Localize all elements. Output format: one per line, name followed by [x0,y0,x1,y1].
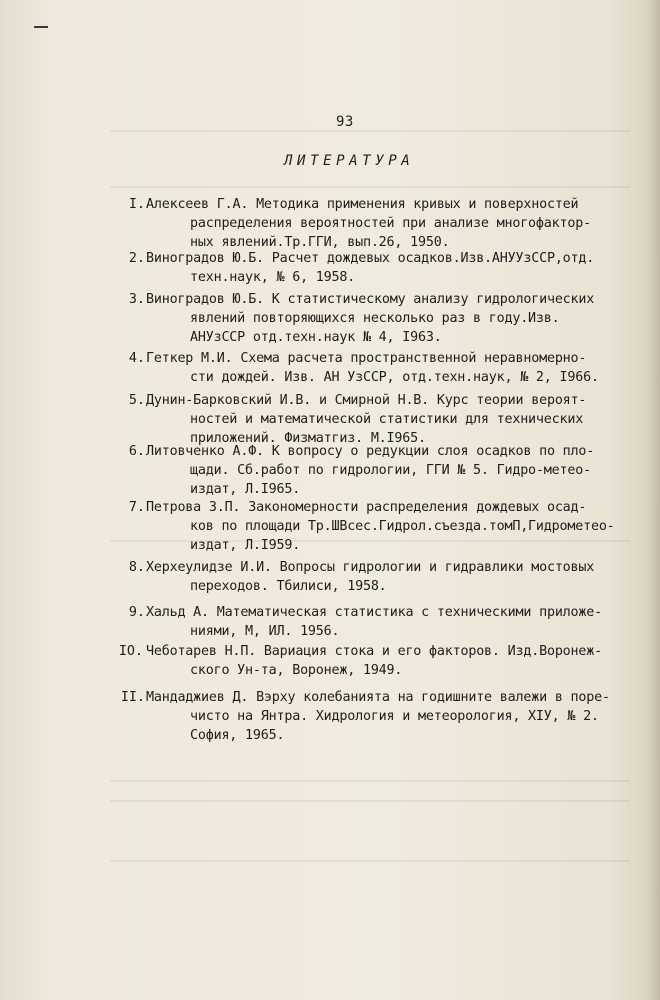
reference-line: Геткер М.И. Схема расчета пространственной неравномерно- [146,351,587,366]
reference-line: Херхеулидзе И.И. Вопросы гидрологии и гидравлики мостовых [146,560,595,575]
reference-number: II. [120,690,145,705]
page-number: 93 [336,114,354,130]
reference-line: явлений повторяющихся несколько раз в году.Изв. [190,311,560,326]
reference-line: чисто на Янтра. Хидрология и метеорология, XIУ, № 2. [190,709,599,724]
reference-number: 3. [128,292,145,307]
reference-line: Дунин-Барковский И.В. и Смирной Н.В. Курс теории вероят- [146,393,587,408]
reference-number: 9. [128,605,145,620]
reference-number: 7. [128,500,145,515]
reference-line: Виноградов Ю.Б. К статистическому анализу гидрологических [146,292,595,307]
reference-number: 6. [128,444,145,459]
reference-line: ниями, М, ИЛ. 1956. [190,624,340,639]
reference-line: Чеботарев Н.П. Вариация стока и его факторов. Изд.Воронеж- [146,644,602,659]
reference-line: Виноградов Ю.Б. Расчет дождевых осадков.Изв.АНУУзССР,отд. [146,251,595,266]
reference-line: переходов. Тбилиси, 1958. [190,579,387,594]
reference-line: София, 1965. [190,728,285,743]
reference-line: Мандаджиев Д. Вэрху колебанията на годишните валежи в поре- [146,690,610,705]
reference-line: приложений. Физматгиз. М.I965. [190,431,426,446]
reference-line: щади. Сб.работ по гидрологии, ГГИ № 5. Гидро-метео- [190,463,591,478]
reference-line: издат, Л.I959. [190,538,301,553]
reference-number: 2. [128,251,145,266]
reference-number: 4. [128,351,145,366]
reference-number: IO. [118,644,143,659]
reference-line: ных явлений.Тр.ГГИ, вып.26, 1950. [190,235,450,250]
reference-number: I. [128,197,145,212]
reference-line: АНУзССР отд.техн.наук № 4, I963. [190,330,442,345]
reference-line: ского Ун-та, Воронеж, 1949. [190,663,403,678]
reference-line: издат, Л.I965. [190,482,301,497]
reference-line: техн.наук, № 6, 1958. [190,270,356,285]
reference-number: 5. [128,393,145,408]
reference-line: Литовченко А.Ф. К вопросу о редукции слоя осадков по пло- [146,444,595,459]
reference-line: ностей и математической статистики для технических [190,412,584,427]
reference-number: 8. [128,560,145,575]
reference-line: ков по площади Тр.ШВсес.Гидрол.съезда.томП,Гидрометео- [190,519,615,534]
reference-line: Петрова З.П. Закономерности распределения дождевых осад- [146,500,587,515]
reference-line: Хальд А. Математическая статистика с техническими приложе- [146,605,602,620]
page-title: ЛИТЕРАТУРА [284,153,415,169]
reference-line: распределения вероятностей при анализе многофактор- [190,216,591,231]
reference-line: Алексеев Г.А. Методика применения кривых и поверхностей [146,197,579,212]
reference-line: сти дождей. Изв. АН УзССР, отд.техн.наук, № 2, I966. [190,370,599,385]
